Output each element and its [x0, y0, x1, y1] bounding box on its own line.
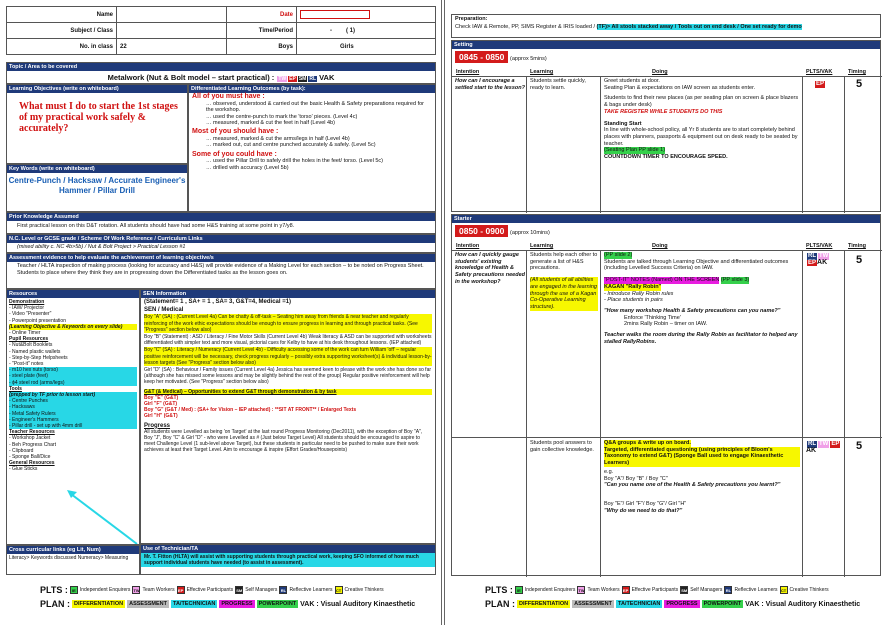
time-value: -: [330, 27, 332, 34]
setting-time: 0845 - 0850: [455, 51, 508, 63]
s3-doing-1: Q&A groups & write up on board.: [604, 440, 691, 446]
s3-doing-5: "Can you name one of the Health & Safety precautions you learnt?": [604, 482, 781, 489]
s1-learning: Students settle quickly, ready to learn.: [530, 78, 586, 91]
plts-ct-box-right: CT: [780, 588, 787, 593]
plan-progress-right: PROGRESS: [666, 601, 698, 607]
s1-doing-1: Greet students at door.: [604, 78, 660, 84]
s2-timing: 5: [856, 254, 863, 266]
sen-stats: (Statement= 1 , SA+ = 1 , SA= 3, G&T=4, Medical =1): [144, 299, 292, 305]
resource-item: - Powerpoint presentation: [9, 317, 66, 324]
plts-sm-label-right: Self Managers: [690, 586, 723, 593]
s3-vak: AK: [806, 446, 817, 454]
lesson-header: [6, 6, 436, 55]
name-label: Name: [7, 7, 117, 23]
plts-row: [40, 585, 384, 595]
col-learning: Learning: [530, 69, 554, 75]
left-footer: [0, 581, 442, 625]
technician-block: [140, 544, 436, 575]
cross-text: Literacy> Keywords discussed Numeracy> Measuring: [9, 555, 129, 561]
s1-doing-7: (Seating Plan PP slide 1): [604, 147, 666, 154]
vak-text-right: VAK : Visual Auditory Kinaesthetic: [745, 600, 861, 608]
resource-item: - Pillar drill - set up with 4mm drill: [9, 423, 137, 429]
s1-plts: [814, 81, 825, 88]
s1-intention: How can I encourage a settled start to the lesson?: [455, 78, 525, 91]
keywords-text: Centre-Punch / Hacksaw / Accurate Engineer's Hammer / Pillar Drill: [8, 176, 186, 195]
s2-vak: AK: [817, 258, 828, 266]
plan-powerpoint-right: POWERPOINT: [703, 601, 742, 607]
s2-doing-4: (PP slide 3): [720, 277, 750, 284]
resource-heading: Pupil Resources: [9, 336, 49, 343]
resource-item: - ϕ4 steel rod (arms/legs): [9, 380, 137, 386]
s3-doing-7: "Why do we need to do that?": [604, 507, 683, 514]
prior-text: First practical lesson on this D&T rotation. All students should have had some H&S training at some point in y7/y8.: [17, 223, 295, 229]
resource-item: - m10 hex nuts (torso): [9, 367, 137, 373]
plan-label: PLAN :: [40, 599, 70, 609]
date-label: Date: [227, 7, 297, 23]
prior-knowledge: [6, 212, 436, 234]
starter-time: 0850 - 0900: [455, 225, 508, 237]
resource-item: - "Post-it" notes: [9, 361, 44, 368]
gt-item: Girl "F" (G&T): [144, 401, 178, 408]
assess-bar: Assessment evidence to help evaluate the achievement of learning objective/s: [7, 254, 435, 262]
plts-sm-box-right: SM: [681, 588, 688, 593]
resource-item: - Glue Sticks: [9, 466, 38, 473]
s3-plts-tw: TW: [819, 441, 829, 447]
s2-doing: [604, 252, 800, 345]
boys-label: Boys: [227, 39, 297, 55]
resource-item: - Beh Progress Chart: [9, 441, 56, 448]
col-intention-2: Intention: [456, 243, 480, 249]
s2-plts: [806, 253, 829, 266]
lo-bar: Learning Objectives (write on whiteboard): [7, 85, 187, 93]
progress-text: All students were Levelled as being 'on Target' at the last round Progress Monitoring (Dec2011), with the exception of Boy "A", Boy "J", Boy "C" & Girl "D" - who were Levelled as # (Just below Target Level) All students should be encouraged to aspire to meet Challenge Level (1 sub-level above Target), but these students in particular need to be pushed to make sure their work achieves at least their Target Level. Aim to encourage & inspire (Effort Grades/Housepoints): [144, 428, 423, 454]
s1-doing-6: In line with whole-school policy, all Yr 8 students are to start completely behind places with planners, passports & equipment out on desk ready to be seated by teacher.: [604, 127, 798, 147]
setting-bar: Setting: [452, 41, 880, 49]
setting-note: (approx 5mins): [510, 56, 547, 62]
col-intention: Intention: [456, 69, 480, 75]
s2-doing-9: Enforce 'Thinking Time': [624, 314, 681, 321]
s2-learning: [530, 252, 598, 311]
resource-item: - IAW/ Projector: [9, 305, 45, 312]
plan-row-right: [485, 599, 860, 609]
period-value: ( 1): [346, 27, 355, 34]
s3-timing: 5: [856, 440, 863, 452]
resource-item: - Nut&Bolt Booklets: [9, 342, 53, 349]
col-plts-2: PLTS/VAK: [806, 243, 833, 249]
resource-item: - Engineer's Hammers: [9, 417, 137, 423]
do-bar: Differentiated Learning Outcomes (by task):: [189, 85, 435, 93]
nc-level: [6, 234, 436, 253]
plan-powerpoint: POWERPOINT: [258, 601, 297, 607]
topic-block: [6, 62, 436, 84]
resource-item: - steel plate (feet): [9, 373, 137, 379]
assess-item-1: Teacher / HLTA inspection of making process (looking for accuracy and H&S) will provide evidence of a Making Level for each section – to be noted on Progress Sheet.: [17, 263, 424, 269]
resource-item: - Online Timer: [9, 330, 41, 337]
col-doing-2: Doing: [652, 243, 668, 249]
plts-rl-box: RL: [280, 588, 287, 593]
resource-heading: Teacher Resources: [9, 429, 55, 436]
girls-cell: [297, 39, 436, 55]
preparation: [451, 14, 881, 38]
tag-sm: SM: [298, 76, 307, 82]
starter-note: (approx 10mins): [510, 230, 550, 236]
s3-plts-ep: EP: [831, 441, 840, 447]
s2-plts-tw: TW: [819, 253, 829, 259]
plan-differentiation: DIFFERENTIATION: [74, 601, 124, 607]
col-timing: Timing: [848, 69, 866, 75]
cross-curricular: [6, 545, 140, 575]
sen-para-d: Girl "D" (SA) : Behaviour / Family issues (Current Level 4a) Jessica has seemed keen to please with the work she has done so far (although she has missed some lessons and may be slightly behind the rest of the group) Regular positive reinforcement will help keep her motivated. (See "Progress" section below also): [144, 367, 432, 386]
plts-ep-box-right: EP: [622, 588, 629, 593]
plts-ie-box: IE: [70, 586, 78, 594]
name-field[interactable]: [117, 7, 227, 23]
starter-bar: Starter: [452, 215, 880, 223]
left-page: [0, 0, 442, 625]
plts-rl-label-right: Reflective Learners: [734, 586, 778, 593]
no-in-class-value: 22: [117, 39, 227, 55]
resource-item: - Hacksaws: [9, 404, 137, 410]
should-title: Most of you should have :: [192, 127, 279, 135]
resource-item: - Named plastic wallets: [9, 348, 61, 355]
s2-doing-10: 2mins Rally Robin – timer on IAW.: [624, 321, 708, 328]
no-in-class-label: No. in class: [7, 39, 117, 55]
s2-doing-2: Students are talked through Learning Objective and differentiated outcomes (including Levelled Success Criteria) on IAW.: [604, 258, 789, 272]
gt-item: Girl "H" (G&T): [144, 413, 178, 420]
topic-text: Metalwork (Nut & Bolt model – start practical) :: [107, 73, 275, 82]
must-item-1: … observed, understood & carried out the basic Health & Safety preparations required for the workshop.: [206, 100, 424, 114]
time-field[interactable]: [297, 23, 436, 39]
resources-bar: Resources: [7, 290, 139, 298]
could-item-2: … drilled with accuracy (Level 5b): [206, 164, 289, 171]
plan-differentiation-right: DIFFERENTIATION: [519, 601, 569, 607]
s2-doing-11: Teacher walks the room during the Rally Robin as facilitator to helped any stalled RallyRobins.: [604, 332, 798, 345]
kw-bar: Key Words (write on whiteboard): [7, 165, 187, 173]
must-title: All of you must have :: [192, 93, 265, 100]
tag-ep: EP: [289, 76, 296, 82]
date-field[interactable]: [297, 7, 436, 23]
arrow-icon: [67, 490, 140, 545]
resource-item: - Sponge Ball/Dice: [9, 454, 51, 461]
s2-doing-3: "POST-IT" NOTES (Named) ON THE SCREEN: [604, 277, 720, 284]
sen-information: [140, 289, 436, 544]
col-plts: PLTS/VAK: [806, 69, 833, 75]
plts-label: PLTS :: [40, 585, 68, 595]
cross-bar: Cross curricular links (eg Lit, Num): [7, 546, 139, 554]
girls-label: Girls: [340, 43, 354, 50]
plts-ct-label: Creative Thinkers: [344, 586, 384, 593]
tag-rl: RL: [309, 76, 317, 82]
must-item-3: … measured, marked & cut the feet in half (Level 4b): [206, 120, 336, 127]
should-item-2: … marked out, cut and centre punched accurately & safely. (Level 5c): [206, 142, 376, 149]
topic-vak: VAK: [319, 73, 335, 82]
plts-rl-label: Reflective Learners: [289, 586, 333, 593]
gt-title: G&T (& Medical) – Opportunities to extend G&T through demonstration & by task: [144, 389, 432, 395]
prior-bar: Prior Knowledge Assumed: [7, 213, 435, 221]
s2-plts-ep: EP: [808, 259, 817, 266]
setting-section: [451, 40, 881, 212]
time-label: Time/Period: [227, 23, 297, 39]
sen-para-b: Boy "B" (Statement) : ASD / Literacy / Fine Motor Skills (Current Level 4b) Weak literacy & ASD can be supported with worksheets differentiated with simpler text and more visual, pictorial cues for Kelby to have at his desk throughout lessons. (IEP attached): [144, 334, 432, 347]
s3-doing-6: Boy "E"/ Girl "F"/ Boy "G"/ Girl "H": [604, 500, 687, 507]
plan-progress: PROGRESS: [221, 601, 253, 607]
resource-item: - Metal Safety Rulers: [9, 411, 137, 417]
resources: [6, 289, 140, 545]
right-footer: [445, 581, 886, 625]
gt-item: Boy "G" (G&T / Med) : (SA+ for Vision – IEP attached) : **SIT AT FRONT** / Enlarged Texts: [144, 407, 357, 414]
col-learning-2: Learning: [530, 243, 554, 249]
topic-line: [7, 73, 435, 82]
prep-highlight: (TF)> All stools stacked away / Tools out on end desk / One set ready for demo: [596, 23, 802, 30]
ta-bar: Use of Technician/TA: [141, 545, 435, 553]
must-item-2: … used the centre-punch to mark the 'torso' pieces. (Level 4c): [206, 113, 358, 120]
s3-plts-rl: RL: [808, 441, 816, 447]
s2-learning-note: (All students of all abilities are engaged in the learning through the use of a Kagan Co-Operative Learning structure).: [530, 277, 597, 310]
col-doing: Doing: [652, 69, 668, 75]
nc-bar: N.C. Level or GCSE grade / Scheme Of Work Reference / Curriculum Links: [7, 235, 435, 243]
resource-item: - Video "Presenter": [9, 311, 52, 318]
s1-doing-4: TAKE REGISTER WHILE STUDENTS DO THIS: [604, 108, 723, 115]
resource-heading: Demonstration: [9, 299, 45, 305]
plan-assessment-right: ASSESSMENT: [574, 601, 612, 607]
plts-tw-box: TW: [133, 588, 140, 593]
assess-item-2: Students to place where they think they are in progressing down the Differentiated tasks as the lesson goes on.: [17, 269, 288, 276]
s2-doing-8: "How many workshop Health & Safety precautions can you name?": [604, 307, 781, 314]
tag-tw: TW: [278, 76, 287, 82]
s3-doing-3: e.g.: [604, 468, 614, 475]
s2-doing-6: - Introduce Rally Robin rules: [604, 290, 674, 297]
s3-plts: [806, 441, 840, 454]
should-item-1: … measured, marked & cut the arms/legs in half (Level 4b): [206, 135, 350, 142]
sen-para-a: Boy "A" (SA) : (Current Level 4a) Can be chatty & off-task – Seating him away from friends & near teacher and regularly reinforcing of the work ethic expectations should be enough to ensure progress in learning and through practical tasks. (See "Progress" section below also): [144, 314, 432, 333]
resource-note: (prepped by TF prior to lesson start): [9, 392, 137, 398]
lo-text: What must I do to start the 1st stages of my practical work safely & accurately?: [19, 101, 178, 134]
plts-label-right: PLTS :: [485, 585, 513, 595]
subject-label: Subject / Class: [7, 23, 117, 39]
s1-plts-ep: EP: [816, 81, 825, 87]
vak-text: VAK : Visual Auditory Kinaesthetic: [300, 600, 416, 608]
col-timing-2: Timing: [848, 243, 866, 249]
s1-doing-3: Students to find their new places (as per seating plan on screen & place blazers & bags under desk): [604, 95, 799, 109]
s3-learning: Students pool answers to gain collective knowledge.: [530, 440, 594, 453]
plts-ep-label-right: Effective Participants: [631, 586, 679, 593]
plts-rl-box-right: RL: [725, 588, 732, 593]
plan-row: [40, 599, 415, 609]
starter-section: [451, 214, 881, 576]
s2-doing-1: (PP slide 2): [604, 252, 633, 258]
plts-ie-label-right: Independent Enquirers: [524, 586, 576, 593]
plts-tw-label: Team Workers: [142, 586, 175, 593]
plan-label-right: PLAN :: [485, 599, 515, 609]
plan-ta-right: TA/TECHNICIAN: [618, 601, 661, 607]
s1-timing: 5: [856, 78, 863, 90]
plts-row-right: [485, 585, 829, 595]
could-title: Some of you could have :: [192, 150, 277, 158]
prep-title: Preparation:: [455, 16, 488, 22]
resource-item: - Clipboard: [9, 447, 34, 454]
resources-list: [7, 298, 139, 474]
keywords-block: [6, 164, 188, 212]
resource-note: (Learning Objective & Keywords on every slide): [9, 324, 137, 330]
plts-ct-box: CT: [335, 588, 342, 593]
s3-doing: [604, 440, 800, 514]
s2-doing-7: - Place students in pairs: [604, 297, 663, 304]
differentiated-outcomes: [188, 84, 436, 212]
progress-title: Progress: [144, 422, 171, 429]
plts-sm-box: SM: [236, 588, 243, 593]
sen-title: SEN / Medical: [144, 307, 184, 314]
plan-ta: TA/TECHNICIAN: [173, 601, 216, 607]
s3-doing-2: Targeted, differentiated questioning (using principles of Bloom's Taxonomy to extend G&T) (Sponge Ball used to engage Kinaesthetic Learners): [604, 447, 800, 467]
ta-text: Mr. T. Fitton (HLTA) will assist with supporting students through practical work, keeping SFO informed of how much support individual students have needed (to assist in assessment).: [141, 553, 435, 567]
nc-text: (mixed ability c. NC 4b>5b) / Nut & Bolt Project > Practical Lesson #1: [17, 244, 186, 250]
right-page: [444, 0, 886, 625]
plan-assessment: ASSESSMENT: [129, 601, 167, 607]
plts-tw-label-right: Team Workers: [587, 586, 620, 593]
subject-field[interactable]: [117, 23, 227, 39]
plts-ep-box: EP: [177, 588, 184, 593]
gt-item: Boy "E" (G&T): [144, 394, 179, 401]
plts-ep-label: Effective Participants: [186, 586, 234, 593]
sen-bar: SEN Information: [141, 290, 435, 298]
s1-doing-8: COUNTDOWN TIMER TO ENCOURAGE SPEED.: [604, 154, 728, 161]
plts-ie-box-right: IE: [515, 586, 523, 594]
s2-learning-text: Students help each other to generate a list of H&S precautions.: [530, 252, 598, 272]
resource-item: - Workshop Jacket: [9, 435, 51, 442]
plts-ct-label-right: Creative Thinkers: [789, 586, 829, 593]
could-item-1: … used the Pillar Drill to safely drill the holes in the feet/ torso. (Level 5c): [206, 158, 383, 165]
resource-item: - Centre Punches: [9, 398, 137, 404]
sen-para-c: Boy "C" (SA) : Literacy / Numeracy (Current Level 4b) - Difficulty accessing some of the work can turn William 'off' – regular positive reinforcement will be necessary, check progress regularly – possibly extra supporting worksheet(s) & individual lesson-by-lesson targets (See "Progress" section below also): [144, 347, 432, 366]
s2-plts-rl: RL: [808, 253, 816, 259]
resource-heading: Tools: [9, 385, 22, 392]
s3-doing-4: Boy "A"/ Boy "B" / Boy "C": [604, 475, 668, 482]
resource-heading: General Resources: [9, 460, 55, 467]
s2-doing-5: KAGAN "Rally Robin": [604, 283, 662, 290]
s1-doing: [604, 78, 800, 161]
s2-intention: How can I quickly gauge students' existing knowledge of Health & Safety precautions needed in the workshop?: [455, 252, 525, 285]
s1-doing-2: Seating Plan & expectations on IAW screen as students enter.: [604, 84, 756, 91]
plts-sm-label: Self Managers: [245, 586, 278, 593]
topic-bar: Topic / Area to be covered: [7, 63, 435, 71]
assessment-evidence: [6, 253, 436, 289]
prep-text: Check IAW & Remote, PP, SIMS Register & IRIS loaded /: [455, 23, 596, 30]
plts-tw-box-right: TW: [578, 588, 585, 593]
resource-item: - Step-by-Step Helpsheets: [9, 354, 68, 361]
learning-objectives: [6, 84, 188, 164]
plts-ie-label: Independent Enquirers: [79, 586, 131, 593]
s1-doing-5: Standing Start: [604, 120, 642, 127]
